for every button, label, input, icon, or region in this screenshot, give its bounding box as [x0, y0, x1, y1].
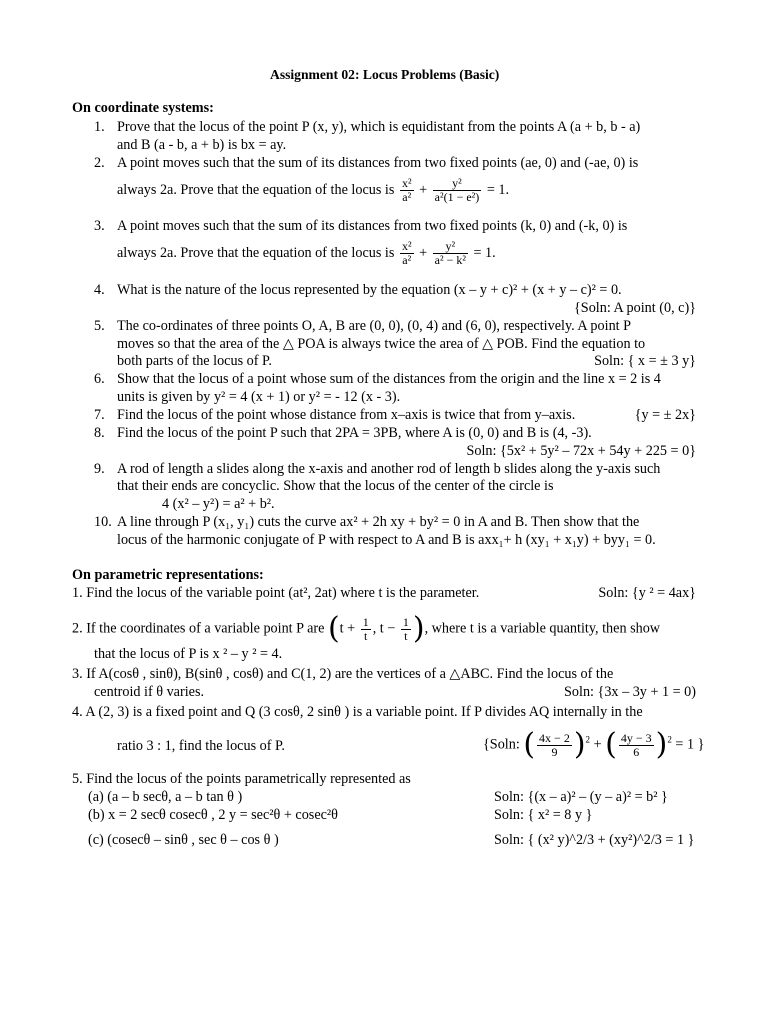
q2-line1: A point moves such that the sum of its distances from two fixed points (ae, 0) and (-ae, 0) is: [117, 155, 639, 171]
q2-line2-text: always 2a. Prove that the equation of the locus is: [117, 181, 395, 198]
p5-part-c: (c) (cosecθ – sinθ , sec θ – cos θ ): [88, 832, 279, 848]
q2-fraction-1: $\frac{\text{x²}}{\text{a²}}$: [401, 176, 412, 204]
q3-line2-text: always 2a. Prove that the equation of the locus is: [117, 244, 395, 261]
p4-exponent-2: 2: [667, 734, 672, 745]
q8-solution: Soln: {5x² + 5y² – 72x + 54y + 225 = 0}: [466, 443, 696, 459]
p4-paren-open-2: (: [605, 727, 617, 762]
q9-number: 9.: [94, 461, 105, 477]
q7-number: 7.: [94, 407, 105, 423]
q6-line1: Show that the locus of a point whose sum of the distances from the origin and the line x = 2 is 4: [117, 371, 661, 387]
q7-line1: Find the locus of the point whose distance from x–axis is twice that from y–axis.: [117, 407, 576, 423]
section-heading-parametric: On parametric representations:: [72, 567, 264, 583]
q6-line2: units is given by y² = 4 (x + 1) or y² = - 12 (x - 3).: [117, 389, 401, 405]
p2-term-2: t −: [379, 620, 396, 637]
q3-line2: always 2a. Prove that the equation of the locus is $\frac{\text{x²}}{\text{a²}}$ + $\frac{\text{y²}}{\text{a² − k²}}$ = 1.: [117, 239, 496, 267]
q4-number: 4.: [94, 282, 105, 298]
p4-fraction-2: $\frac{4y - 3}{6}$: [620, 730, 652, 759]
p2-line2: that the locus of P is x ² – y ² = 4.: [94, 646, 283, 662]
q5-line1: The co-ordinates of three points O, A, B are (0, 0), (0, 4) and (6, 0), respectively. A point P: [117, 318, 632, 334]
q2-equation-end: = 1.: [486, 181, 510, 198]
p4-fraction-1: $\frac{4x - 2}{9}$: [539, 730, 570, 759]
p2-left-paren: (: [327, 611, 340, 646]
q3-equation-end: = 1.: [473, 244, 496, 261]
p4-paren-close-2: ): [655, 727, 668, 762]
section-heading-coordinate: On coordinate systems:: [72, 100, 214, 116]
p4-line1: 4. A (2, 3) is a fixed point and Q (3 cosθ, 2 sinθ ) is a variable point. If P divides AQ internally in the: [72, 704, 643, 720]
p2-fraction-1: $\frac{1}{t}$: [362, 614, 369, 643]
p4-paren-close-1: ): [573, 727, 586, 762]
p5-part-c-solution: Soln: { (x² y)^2/3 + (xy²)^2/3 = 1 }: [494, 832, 695, 848]
p4-paren-open-1: (: [523, 727, 536, 762]
q9-line2: that their ends are concyclic. Show that the locus of the center of the circle is: [117, 478, 554, 494]
q3-number: 3.: [94, 218, 105, 234]
p1-solution: Soln: {y ² = 4ax}: [598, 585, 696, 601]
q7-solution: {y = ± 2x}: [634, 407, 696, 423]
q10-line1: A line through P (x₁, y₁) cuts the curve ax² + 2h xy + by² = 0 in A and B. Then show that the: [117, 514, 640, 530]
q9-line3: 4 (x² – y²) = a² + b².: [162, 496, 275, 512]
q1-line1: Prove that the locus of the point P (x, y), which is equidistant from the points A (a + b, b - a): [117, 119, 641, 135]
q10-line2: locus of the harmonic conjugate of P with respect to A and B is axx₁+ h (xy₁ + x₁y) + byy₁ = 0.: [117, 532, 656, 548]
p2-line1-text: 2. If the coordinates of a variable point P are: [72, 620, 325, 637]
q5-solution: Soln: { x = ± 3 y}: [594, 353, 696, 369]
p5-part-a: (a) (a – b secθ, a – b tan θ ): [88, 789, 243, 805]
q1-line2: and B (a - b, a + b) is bx = ay.: [117, 137, 287, 153]
p1-line1: 1. Find the locus of the variable point (at², 2at) where t is the parameter.: [72, 585, 480, 601]
p5-part-b: (b) x = 2 secθ cosecθ , 2 y = sec²θ + cosec²θ: [88, 807, 338, 823]
p3-line1: 3. If A(cosθ , sinθ), B(sinθ , cosθ) and C(1, 2) are the vertices of a △ABC. Find the locus of the: [72, 666, 614, 682]
p2-fraction-2: $\frac{1}{t}$: [402, 614, 409, 643]
q4-line1: What is the nature of the locus represented by the equation (x – y + c)² + (x + y – c)² = 0.: [117, 282, 622, 298]
q5-number: 5.: [94, 318, 105, 334]
q3-fraction-2: $\frac{\text{y²}}{\text{a² − k²}}$: [434, 239, 466, 267]
p2-right-paren: ): [412, 611, 425, 646]
q8-line1: Find the locus of the point P such that 2PA = 3PB, where A is (0, 0) and B is (4, -3).: [117, 425, 592, 441]
p5-line1: 5. Find the locus of the points parametrically represented as: [72, 771, 411, 787]
p2-line1-end: , where t is a variable quantity, then show: [424, 620, 661, 637]
q2-fraction-2: $\frac{\text{y²}}{\text{a²(1 − e²)}}$: [434, 176, 480, 204]
p3-line2: centroid if θ varies.: [94, 684, 205, 700]
q1-number: 1.: [94, 119, 105, 135]
p4-solution-end: = 1 }: [675, 736, 705, 753]
p4-solution: {Soln: ( $\frac{4x - 2}{9}$ )$^2$ + ( $\frac{4y - 3}{6}$ )$^2$ = 1 }: [483, 727, 705, 762]
q10-number: 10.: [94, 514, 112, 530]
q2-number: 2.: [94, 155, 105, 171]
p2-term-1: t +: [339, 620, 356, 637]
q5-line2: moves so that the area of the △ POA is always twice the area of △ POB. Find the equation to: [117, 336, 646, 352]
p4-line2: ratio 3 : 1, find the locus of P.: [117, 738, 285, 754]
p5-part-a-solution: Soln: {(x – a)² – (y – a)² = b² }: [494, 789, 668, 805]
p2-line1: [72, 611, 661, 646]
q8-number: 8.: [94, 425, 105, 441]
p5-part-b-solution: Soln: { x² = 8 y }: [494, 807, 593, 823]
q3-fraction-1: $\frac{\text{x²}}{\text{a²}}$: [401, 239, 412, 267]
q3-line1: A point moves such that the sum of its distances from two fixed points (k, 0) and (-k, 0) is: [117, 218, 628, 234]
p4-solution-label: {Soln:: [483, 736, 520, 753]
q6-number: 6.: [94, 371, 105, 387]
p2-separator: ,: [372, 620, 377, 637]
p4-exponent-1: 2: [585, 734, 591, 745]
q9-line1: A rod of length a slides along the x-axis and another rod of length b slides along the y-axis such: [117, 461, 661, 477]
page-title: Assignment 02: Locus Problems (Basic): [270, 67, 500, 82]
q4-solution: {Soln: A point (0, c)}: [574, 300, 696, 316]
p3-solution: Soln: {3x – 3y + 1 = 0): [564, 684, 696, 700]
q5-line3: both parts of the locus of P.: [117, 353, 272, 369]
q2-line2: always 2a. Prove that the equation of the locus is $\frac{\text{x²}}{\text{a²}}$ + $\frac{\text{y²}}{\text{a²(1 − e²)}}$ = 1.: [117, 176, 510, 204]
